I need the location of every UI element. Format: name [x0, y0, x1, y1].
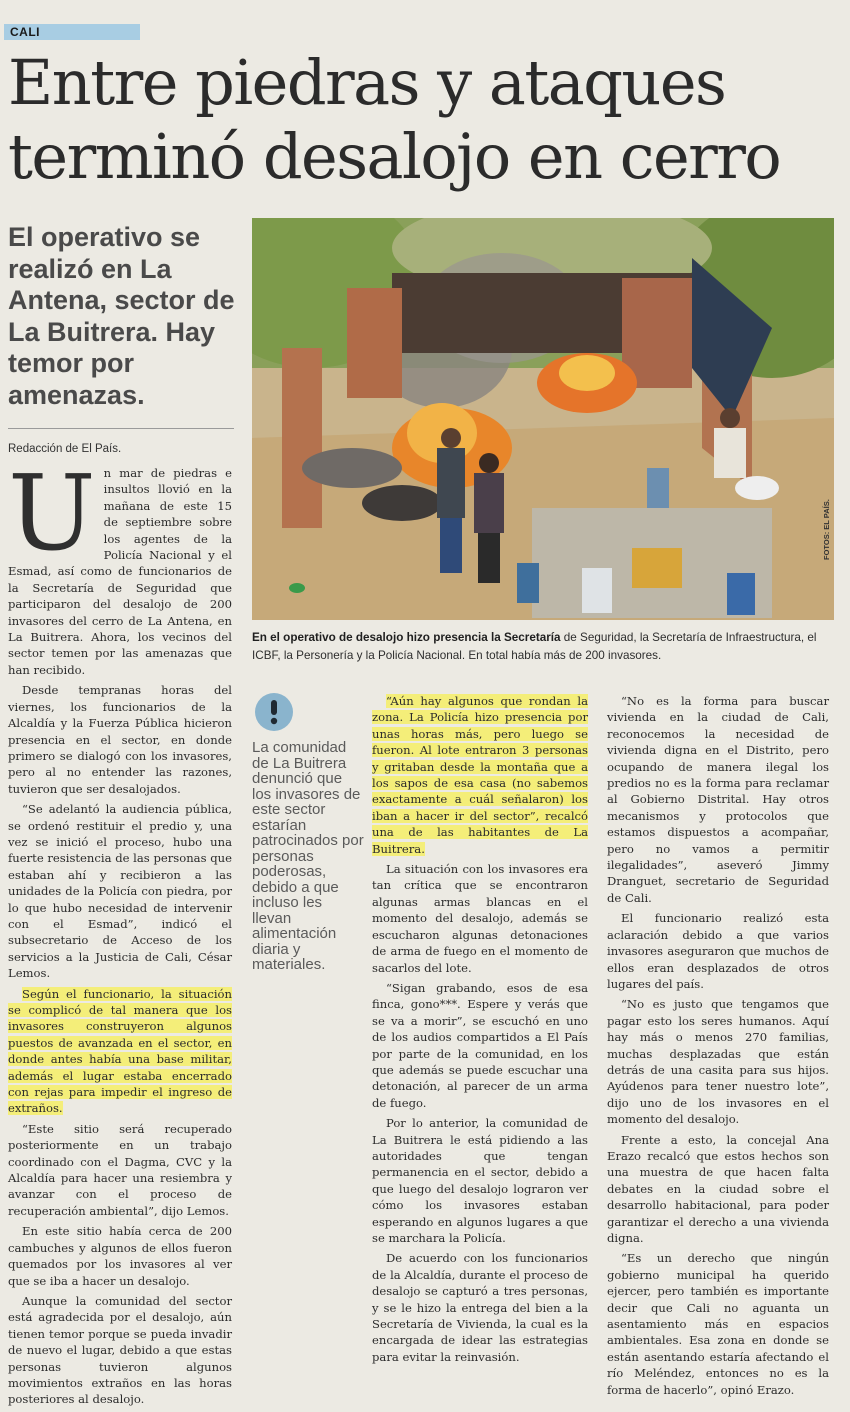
paragraph: “No es justo que tengamos que pagar esto los seres humanos. Aquí hay más o menos 270 familias, muchas desplazadas que están detrás de una casita para sus hijos. Ayúdenos para tener nuestro lote”, dijo uno de los invasores en el momento del desalojo.: [607, 997, 829, 1127]
photo-illustration: [252, 218, 834, 620]
news-photo: [252, 218, 834, 620]
paragraph: “Es un derecho que ningún gobierno municipal ha querido ejercer, pero también es importante decir que Cali no aguanta un asentamiento más en espacios ambientales. Esa zona en donde se están asentando estaría afectando el río Meléndez, entonces no es la forma de hacerlo”, opinó Erazo.: [607, 1251, 829, 1397]
paragraph: Desde tempranas horas del viernes, los funcionarios de la Alcaldía y la Fuerza Pública hicieron presencia en el sector, en donde primero se dialogó con los invasores, pero al no entender las razones, tuvieron que ser desalojados.: [8, 683, 232, 796]
article-column-1: [8, 452, 232, 1412]
paragraph: Aunque la comunidad del sector está agradecida por el desalojo, aún tienen temor porque se pueda invadir de nuevo el lugar, debido a que estas personas tuvieron algunos movimientos extraños en las horas posteriores al desalojo.: [8, 1293, 232, 1407]
caption-text: de Seguridad, la Secretaría de Infraestructura, el ICBF, la Personería y la Policía Nacional. En total había más de 200 invasores.: [252, 631, 817, 662]
byline: Redacción de El País.: [8, 443, 122, 455]
exclamation-icon: [255, 693, 293, 731]
caption-bold: En el operativo de desalojo hizo presencia la Secretaría: [252, 631, 561, 644]
paragraph-highlighted: [372, 693, 588, 857]
article-column-3: [372, 693, 588, 1369]
divider: [8, 428, 234, 429]
paragraph: En este sitio había cerca de 200 cambuches y algunos de ellos fueron quemados por los invasores al ver que se iba a hacer un desalojo.: [8, 1224, 232, 1288]
paragraph: Por lo anterior, la comunidad de La Buitrera le está pidiendo a las autoridades que tengan permanencia en el sector, debido a que luego del desalojo lograron ver cómo los invasores estaban esperando en algunos lugares a que se marchara la Policía.: [372, 1116, 588, 1245]
headline-line-2: terminó desalojo en cerro: [8, 120, 781, 193]
paragraph: Frente a esto, la concejal Ana Erazo recalcó que estos hechos son una muestra de que hacen falta debates en la ciudad sobre el desarrollo habitacional, para poder garantizar el derecho a una vivienda digna.: [607, 1132, 829, 1245]
paragraph: “Sigan grabando, esos de esa finca, gono***. Espere y verás que se va a morir”, se escuchó en uno de los audios compartidos a El País por parte de la comunidad, en los que además se puede escuchar una detonación, al parecer de un arma de fuego.: [372, 980, 588, 1110]
highlighted-text: Según el funcionario, la situación se complicó de tal manera que los invasores construyeron algunos puestos de avanzada en el sector, en donde antes había una base militar, además el lugar estaba encerrado con rejas para impedir el ingreso de extraños.: [8, 986, 232, 1116]
highlighted-text: “Aún hay algunos que rondan la zona. La Policía hizo presencia por unas horas más, pero luego se fueron. Al lote entraron 3 personas y gritaban desde la montaña que a los sapos de esa casa (no sabemos exactamente a cuál señalaron) los iban a hacer ir del sector”, recalcó una de las habitantes de La Buitrera.: [372, 694, 588, 856]
paragraph: De acuerdo con los funcionarios de la Alcaldía, durante el proceso de desalojo se capturó a tres personas, y se le hizo la entrega del bien a la Secretaría de Vivienda, la cual es la encargada de idear las estrategias para evitar la reinvasión.: [372, 1251, 588, 1364]
deck-subheadline: El operativo se realizó en La Antena, sector de La Buitrera. Hay temor por amenazas.: [8, 222, 235, 410]
photo-credit: FOTOS: EL PAÍS.: [822, 499, 831, 560]
drop-cap: U: [8, 452, 96, 574]
paragraph: “No es la forma para buscar vivienda en la ciudad de Cali, reconocemos la necesidad de vivienda digna en el Distrito, pero ocupando de manera ilegal los predios no es la forma para reclamar al Gobierno Distrital. Hay otros mecanismos y protocolos que estamos dispuestos a acompañar, pero no vamos a permitir ilegalidades”, aseveró Jimmy Dranguet, secretario de Seguridad de Cali.: [607, 694, 829, 905]
paragraph: El funcionario realizó esta aclaración debido a que varios invasores aseguraron que muchos de ellos eran desplazados de otros lugares del país.: [607, 911, 829, 991]
headline: [8, 46, 843, 194]
section-tag: CALI: [4, 24, 140, 40]
paragraph: La situación con los invasores era tan crítica que se encontraron algunas armas blancas en el momento del desalojo, además se escucharon algunas detonaciones de arma de fuego en el momento de sacarlos del lote.: [372, 862, 588, 975]
article-column-4: [607, 693, 829, 1402]
photo-caption: [252, 629, 834, 665]
paragraph: “Se adelantó la audiencia pública, se ordenó restituir el predio y, una vez se inició el proceso, hubo una fuerte resistencia de las personas que estaban ahí y recibieron a las unidades de la Policía con piedra, por lo que hubo necesidad de intervenir con el Esmad”, indicó el subsecretario de Acceso de los servicios a la Justicia de Cali, César Lemos.: [8, 802, 232, 981]
paragraph: “Este sitio será recuperado posteriormente en un trabajo coordinado con el Dagma, CVC y la Alcaldía para hacer una resiembra y avanzar con el proceso de recuperación ambiental”, dijo Lemos.: [8, 1121, 232, 1218]
headline-line-1: Entre piedras y ataques: [8, 46, 726, 119]
paragraph: n mar de piedras e insultos llovió en la mañana de este 15 de septiembre sobre los agentes de la Policía Nacional y el Esmad, así como de funcionarios de la Secretaría de Seguridad que participaron del desalojo de 200 invasores del cerro de La Antena, en La Buitrera. Ahora, los vecinos del sector temen por las amenazas que han recibido.: [8, 466, 232, 677]
sidebar-note: La comunidad de La Buitrera denunció que los invasores de este sector estarían patrocinados por personas poderosas, debido a que incluso les llevan alimentación diaria y materiales.: [252, 739, 364, 973]
paragraph-highlighted: [8, 986, 232, 1117]
